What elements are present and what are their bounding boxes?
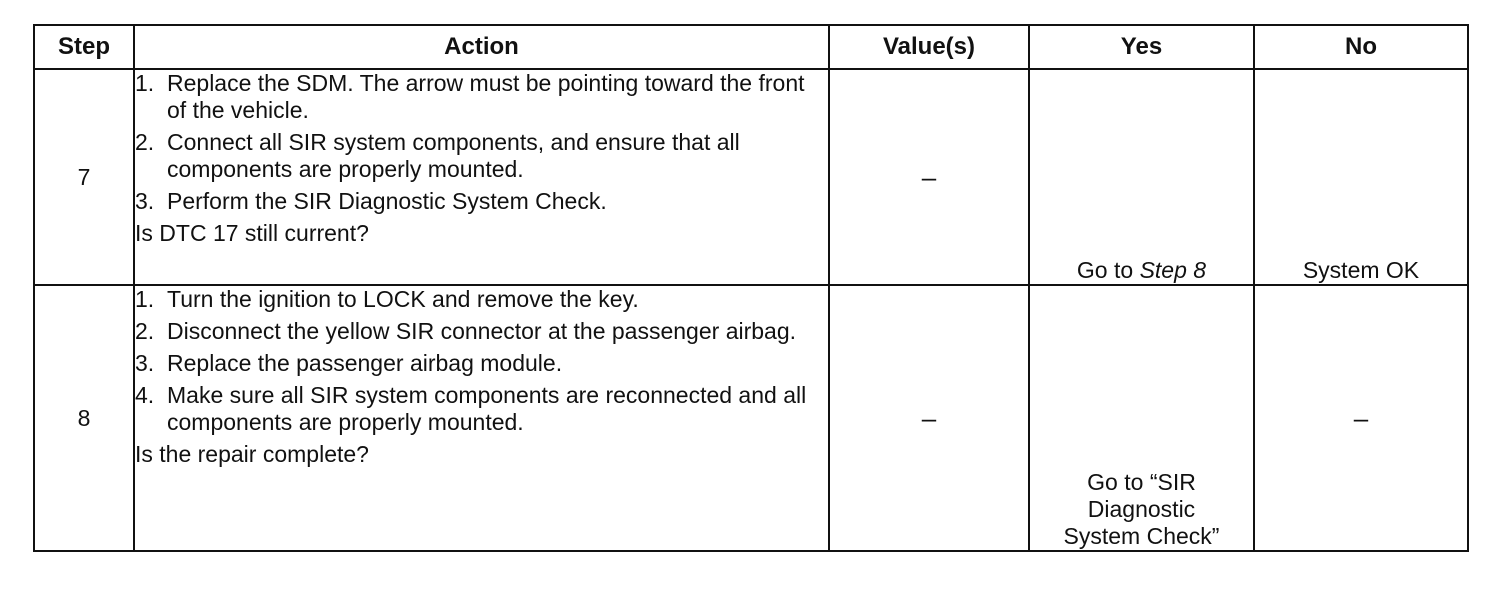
action-number: 3.	[135, 188, 155, 214]
action-number: 4.	[135, 382, 155, 408]
yes-line: Go to “SIR	[1087, 469, 1196, 495]
value-cell: –	[829, 285, 1029, 551]
action-item	[135, 129, 828, 183]
action-number: 1.	[135, 286, 155, 312]
action-text: Replace the passenger airbag module.	[167, 350, 563, 376]
action-question: Is the repair complete?	[135, 441, 369, 467]
header-action: Action	[134, 25, 829, 69]
yes-cell[interactable]	[1029, 285, 1254, 551]
action-text: Perform the SIR Diagnostic System Check.	[167, 188, 607, 214]
action-cell	[134, 69, 829, 285]
header-row	[34, 25, 1468, 69]
yes-line: System Check”	[1063, 523, 1220, 549]
action-number: 2.	[135, 129, 155, 155]
table-row-step-8	[34, 285, 1468, 551]
action-question: Is DTC 17 still current?	[135, 220, 369, 246]
yes-step-link[interactable]: Step 8	[1139, 257, 1207, 283]
action-item	[135, 188, 828, 215]
header-values: Value(s)	[829, 25, 1029, 69]
value-cell: –	[829, 69, 1029, 285]
action-item	[135, 70, 828, 124]
action-number: 1.	[135, 70, 155, 96]
action-cell	[134, 285, 829, 551]
table-row-step-7	[34, 69, 1468, 285]
no-cell: –	[1254, 285, 1468, 551]
header-yes: Yes	[1029, 25, 1254, 69]
step-number: 7	[34, 69, 134, 285]
header-step: Step	[34, 25, 134, 69]
action-item	[135, 350, 828, 377]
action-number: 2.	[135, 318, 155, 344]
action-text: Disconnect the yellow SIR connector at the passenger airbag.	[167, 318, 797, 344]
action-list	[135, 286, 828, 436]
header-no: No	[1254, 25, 1468, 69]
action-number: 3.	[135, 350, 155, 376]
diagnostic-table	[33, 24, 1469, 552]
action-text: Turn the ignition to LOCK and remove the key.	[167, 286, 639, 312]
action-item	[135, 382, 828, 436]
step-number: 8	[34, 285, 134, 551]
action-text: Make sure all SIR system components are reconnected and all components are properly mounted.	[167, 382, 807, 435]
action-list	[135, 70, 828, 215]
action-item	[135, 286, 828, 313]
action-text: Replace the SDM. The arrow must be pointing toward the front of the vehicle.	[167, 70, 805, 123]
no-cell: System OK	[1254, 69, 1468, 285]
action-item	[135, 318, 828, 345]
yes-line: Diagnostic	[1087, 496, 1196, 522]
yes-cell	[1029, 69, 1254, 285]
yes-prefix: Go to	[1076, 257, 1140, 283]
action-text: Connect all SIR system components, and ensure that all components are properly mounted.	[167, 129, 740, 182]
